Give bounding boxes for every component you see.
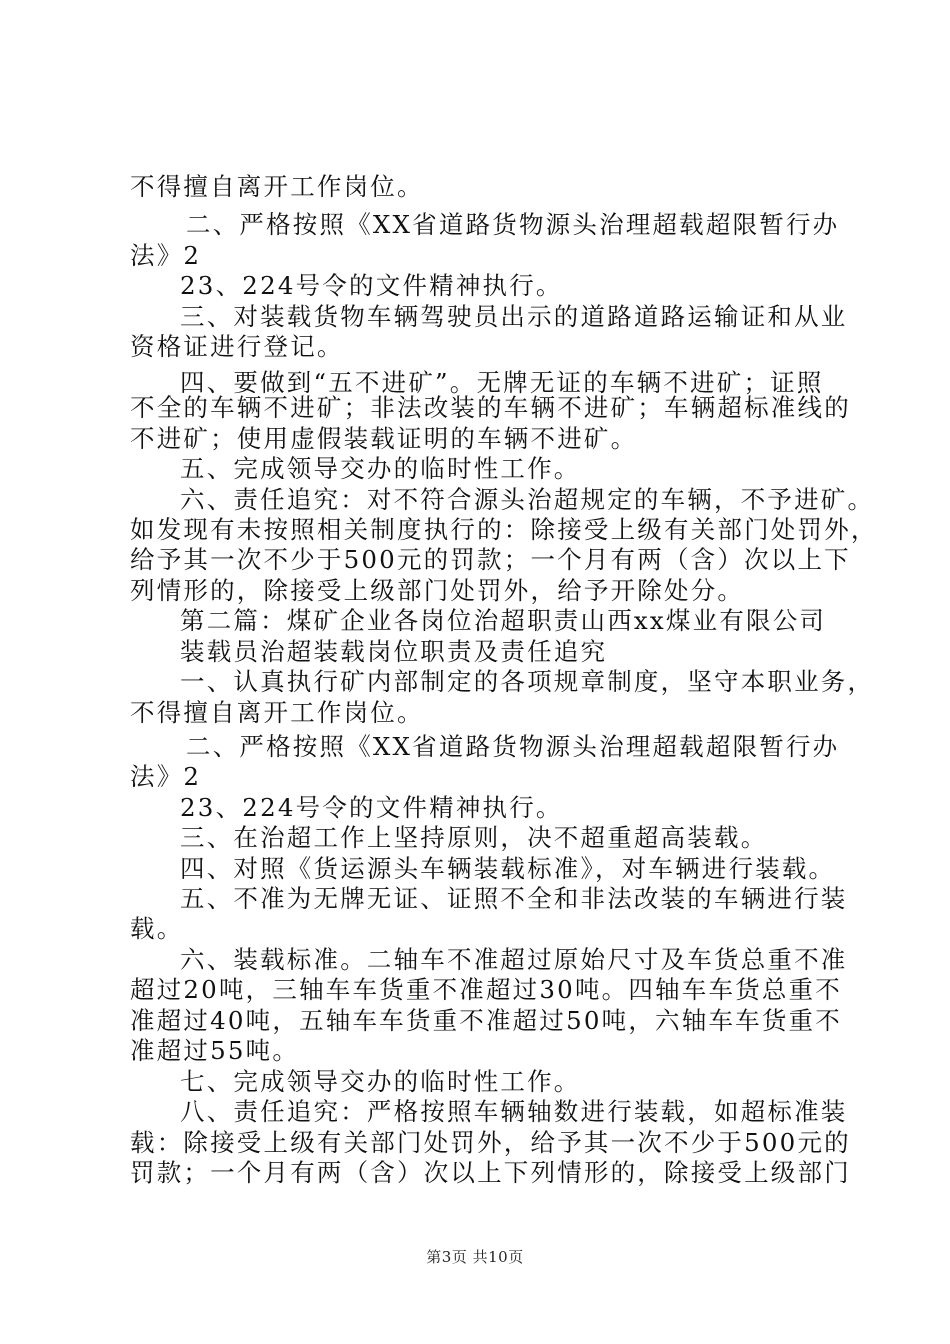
text-line: 载。: [130, 914, 184, 943]
text-line: 不得擅自离开工作岗位。: [130, 172, 424, 201]
text-line: 三、在治超工作上坚持原则，决不超重超高装载。: [180, 823, 768, 852]
text-line: 六、装载标准。二轴车不准超过原始尺寸及车货总重不准: [180, 945, 848, 974]
text-line: 六、责任追究：对不符合源头治超规定的车辆，不予进矿。: [180, 485, 875, 514]
text-line: 装载员治超装载岗位职责及责任追究: [180, 637, 608, 666]
text-line: 不全的车辆不进矿；非法改装的车辆不进矿；车辆超标准线的: [130, 393, 851, 422]
text-line: 准超过40吨，五轴车车货重不准超过50吨，六轴车车货重不: [130, 1006, 842, 1035]
text-line: 罚款；一个月有两（含）次以上下列情形的，除接受上级部门: [130, 1158, 851, 1187]
text-line: 一、认真执行矿内部制定的各项规章制度，坚守本职业务，: [180, 667, 875, 696]
text-line: 不得擅自离开工作岗位。: [130, 698, 424, 727]
text-line: 三、对装载货物车辆驾驶员出示的道路道路运输证和从业: [180, 302, 848, 331]
text-line: 不进矿；使用虚假装载证明的车辆不进矿。: [130, 424, 638, 453]
text-line: 给予其一次不少于500元的罚款；一个月有两（含）次以上下: [130, 545, 851, 574]
text-line: 八、责任追究：严格按照车辆轴数进行装载，如超标准装: [180, 1097, 848, 1126]
text-line: 二、严格按照《XX省道路货物源头治理超载超限暂行办: [186, 210, 840, 239]
text-line: 四、要做到“五不进矿”。无牌无证的车辆不进矿；证照: [180, 368, 824, 397]
text-line: 四、对照《货运源头车辆装载标准》，对车辆进行装载。: [180, 854, 836, 883]
text-line: 法》2: [130, 241, 202, 270]
text-line: 23、224号令的文件精神执行。: [180, 793, 563, 822]
text-line: 五、完成领导交办的临时性工作。: [180, 454, 581, 483]
text-line: 准超过55吨。: [130, 1036, 300, 1065]
text-line: 第二篇：煤矿企业各岗位治超职责山西xx煤业有限公司: [180, 606, 827, 635]
text-line: 二、严格按照《XX省道路货物源头治理超载超限暂行办: [186, 732, 840, 761]
text-line: 七、完成领导交办的临时性工作。: [180, 1067, 581, 1096]
text-line: 载：除接受上级有关部门处罚外，给予其一次不少于500元的: [130, 1128, 851, 1157]
text-line: 法》2: [130, 762, 202, 791]
text-line: 如发现有未按照相关制度执行的：除接受上级有关部门处罚外，: [130, 515, 878, 544]
text-line: 五、不准为无牌无证、证照不全和非法改装的车辆进行装: [180, 884, 848, 913]
text-line: 资格证进行登记。: [130, 332, 344, 361]
text-line: 超过20吨，三轴车车货重不准超过30吨。四轴车车货总重不: [130, 975, 842, 1004]
text-line: 列情形的，除接受上级部门处罚外，给予开除处分。: [130, 576, 745, 605]
text-line: 23、224号令的文件精神执行。: [180, 271, 563, 300]
page-footer: 第3页 共10页: [426, 1248, 524, 1266]
